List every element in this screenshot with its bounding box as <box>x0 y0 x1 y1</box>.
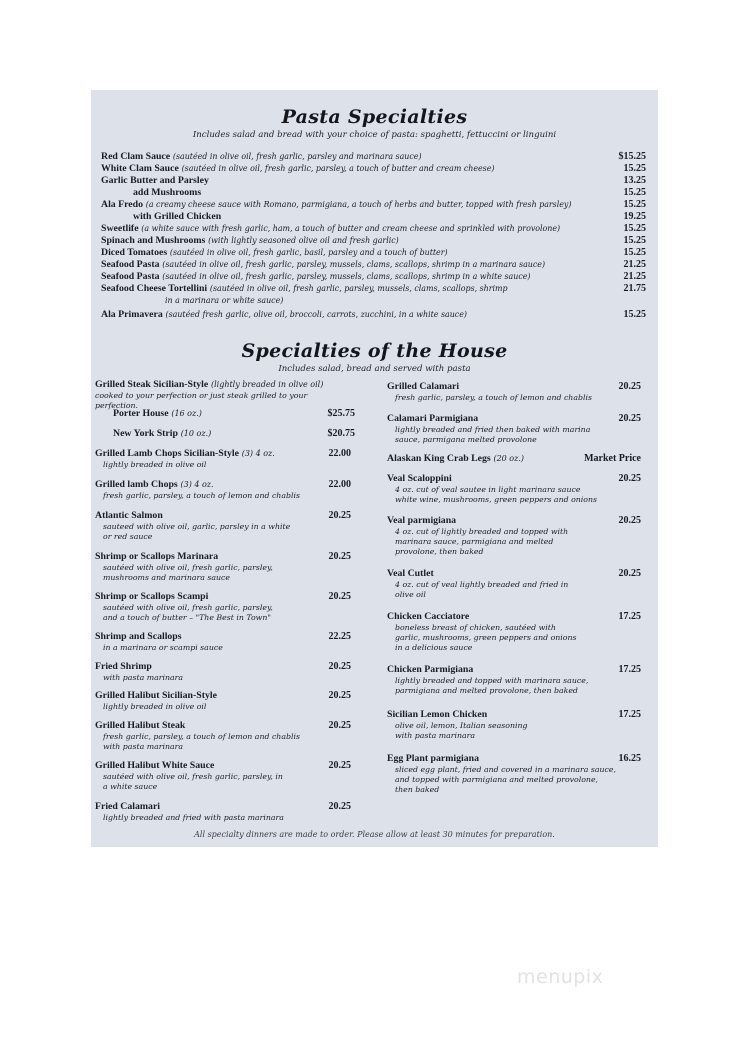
item-description: (sautéed in olive oil, fresh garlic, parsley and marinara sauce) <box>172 152 422 161</box>
pasta-section-title: Pasta Specialties <box>281 106 468 128</box>
house-menu-item <box>95 661 351 683</box>
item-description: fresh garlic, parsley, a touch of lemon and chablis <box>395 393 592 402</box>
house-menu-item <box>387 753 641 795</box>
item-description: olive oil, lemon, Italian seasoning with pasta marinara <box>395 721 528 740</box>
item-description: (sautéed in olive oil, fresh garlic, parsley, mussels, clams, scallops, shrimp in a white sauce) <box>162 272 531 281</box>
item-name: Fried Calamari <box>95 801 161 812</box>
pasta-menu-item <box>101 309 646 321</box>
item-price: 20.25 <box>618 568 641 579</box>
item-price: 15.25 <box>623 309 646 320</box>
item-price: 20.25 <box>618 515 641 526</box>
item-description: (a creamy cheese sauce with Romano, parmigiana, a touch of herbs and butter, topped with fresh parsley) <box>145 200 572 209</box>
item-name: Veal parmigiana <box>387 515 457 526</box>
item-description: sautéed with olive oil, fresh garlic, parsley, mushrooms and marinara sauce <box>103 563 273 582</box>
pasta-menu-item <box>101 247 646 259</box>
house-menu-item <box>95 690 351 712</box>
item-description: (with lightly seasoned olive oil and fresh garlic) <box>208 236 399 245</box>
item-header <box>387 664 641 676</box>
house-menu-item <box>387 709 641 741</box>
item-name: Spinach and Mushrooms <box>101 235 206 246</box>
item-price: 15.25 <box>623 187 646 198</box>
item-name: Porter House <box>113 408 169 419</box>
item-header <box>95 720 351 732</box>
item-description: fresh garlic, parsley, a touch of lemon and chablis with pasta marinara <box>103 732 300 751</box>
item-price: 15.25 <box>623 223 646 234</box>
item-header <box>95 551 351 563</box>
house-menu-item <box>95 379 351 411</box>
item-name <box>101 295 133 306</box>
item-price: 20.25 <box>328 510 351 521</box>
item-description: with pasta marinara <box>103 673 184 682</box>
pasta-menu-item <box>101 235 646 247</box>
item-description: lightly breaded and topped with marinara sauce, parmigiana and melted provolone, then baked <box>395 676 589 695</box>
item-name: Veal Cutlet <box>387 568 434 579</box>
item-header <box>95 760 351 772</box>
item-size: (3) 4 oz. <box>241 449 275 458</box>
house-menu-item <box>95 720 351 752</box>
item-header <box>95 428 355 440</box>
item-name: Egg Plant parmigiana <box>387 753 479 764</box>
item-name: Sicilian Lemon Chicken <box>387 709 488 720</box>
item-name: Atlantic Salmon <box>95 510 163 521</box>
item-description: cooked to your perfection or just steak grilled to your perfection. <box>95 391 308 410</box>
item-name: Veal Scaloppini <box>387 473 452 484</box>
item-price: 13.25 <box>623 175 646 186</box>
item-name: Shrimp or Scallops Marinara <box>95 551 219 562</box>
item-name: Chicken Parmigiana <box>387 664 474 675</box>
item-name: add Mushrooms <box>133 187 202 198</box>
house-menu-item <box>95 760 351 792</box>
item-description: 4 oz. cut of veal sautee in light marinara sauce white wine, mushrooms, green peppers and onions <box>395 485 597 504</box>
item-price: $25.75 <box>327 408 355 419</box>
house-menu-item <box>387 515 641 557</box>
item-size: (10 oz.) <box>180 429 212 438</box>
item-price: 20.25 <box>328 801 351 812</box>
item-header <box>387 413 641 425</box>
house-menu-item <box>95 510 351 542</box>
item-header <box>387 515 641 527</box>
item-description: sliced egg plant, fried and covered in a marinara sauce, and topped with parmigiana and melted provolone, then baked <box>395 765 617 794</box>
item-header <box>95 448 351 460</box>
item-description: lightly breaded and fried then baked with marina sauce, parmigana melted provolone <box>395 425 591 444</box>
item-price: 20.25 <box>618 473 641 484</box>
house-menu-item <box>95 591 351 623</box>
item-price: 17.25 <box>618 664 641 675</box>
item-header <box>95 591 351 603</box>
house-menu-item <box>95 551 351 583</box>
house-section-title: Specialties of the House <box>241 340 508 362</box>
item-name: Seafood Pasta <box>101 259 160 270</box>
item-name: Grilled Halibut Sicilian-Style <box>95 690 217 701</box>
item-name: Grilled Halibut Steak <box>95 720 186 731</box>
pasta-menu-item <box>101 271 646 283</box>
item-name: Shrimp or Scallops Scampi <box>95 591 209 602</box>
item-size: (20 oz.) <box>493 454 524 463</box>
item-name: Alaskan King Crab Legs <box>387 453 491 464</box>
item-price: 17.25 <box>618 709 641 720</box>
item-description: lightly breaded and fried with pasta marinara <box>103 813 284 822</box>
item-name: Grilled Halibut White Sauce <box>95 760 215 771</box>
item-name: White Clam Sauce <box>101 163 179 174</box>
item-price: 20.25 <box>618 381 641 392</box>
item-header <box>95 379 351 391</box>
item-description: boneless breast of chicken, sautéed with garlic, mushrooms, green peppers and onions in a delicious sauce <box>395 623 577 652</box>
item-price: 20.25 <box>328 661 351 672</box>
item-size: (3) 4 oz. <box>180 480 214 489</box>
item-name: New York Strip <box>113 428 178 439</box>
item-name: Diced Tomatoes <box>101 247 168 258</box>
item-description: in a marinara or scampi sauce <box>103 643 223 652</box>
item-description: sautéed with olive oil, fresh garlic, parsley, in a white sauce <box>103 772 283 791</box>
item-header <box>387 611 641 623</box>
item-name: Ala Fredo <box>101 199 143 210</box>
item-price: 21.25 <box>623 271 646 282</box>
house-menu-item <box>95 801 351 823</box>
item-price: 17.25 <box>618 611 641 622</box>
item-description: 4 oz. cut of lightly breaded and topped with marinara sauce, parmigiana and melted provolone, then baked <box>395 527 569 556</box>
item-price: 19.25 <box>623 211 646 222</box>
item-name: Grilled lamb Chops <box>95 479 178 490</box>
item-description: in a marinara or white sauce) <box>165 296 284 305</box>
house-menu-item <box>387 611 641 653</box>
item-header <box>95 661 351 673</box>
item-name: Ala Primavera <box>101 309 163 320</box>
item-price: 16.25 <box>618 753 641 764</box>
pasta-menu-item <box>101 283 646 295</box>
item-header <box>95 690 351 702</box>
pasta-section-subtitle: Includes salad and bread with your choice of pasta: spaghetti, fettuccini or linguini <box>192 130 557 140</box>
item-price: 15.25 <box>623 163 646 174</box>
item-name: Shrimp and Scallops <box>95 631 182 642</box>
item-price: 15.25 <box>623 199 646 210</box>
pasta-menu-item <box>101 187 646 199</box>
item-name: Chicken Cacciatore <box>387 611 470 622</box>
item-description: (sautéed in olive oil, fresh garlic, parsley, mussels, clams, scallops, shrimp in a marinara sauce) <box>162 260 546 269</box>
item-price: 21.75 <box>623 283 646 294</box>
item-price: 22.00 <box>328 479 351 490</box>
item-name: Seafood Cheese Tortellini <box>101 283 208 294</box>
pasta-menu-item <box>101 295 646 307</box>
item-description: fresh garlic, parsley, a touch of lemon and chablis <box>103 491 300 500</box>
pasta-menu-item <box>101 163 646 175</box>
preparation-note: All specialty dinners are made to order. Please allow at least 30 minutes for preparation. <box>194 830 555 839</box>
item-description: (a white sauce with fresh garlic, ham, a touch of butter and cream cheese and sprinkled with provolone) <box>141 224 561 233</box>
item-description: (sautéed in olive oil, fresh garlic, basil, parsley and a touch of butter) <box>169 248 448 257</box>
item-name: Sweetlife <box>101 223 139 234</box>
house-menu-item <box>387 413 641 445</box>
item-price: 22.25 <box>328 631 351 642</box>
item-description: sautéed with olive oil, fresh garlic, parsley, and a touch of butter – "The Best in Town" <box>103 603 273 622</box>
watermark-logo: menupix <box>517 966 604 988</box>
item-header <box>95 479 351 491</box>
item-price: 15.25 <box>623 247 646 258</box>
item-price: 22.00 <box>328 448 351 459</box>
pasta-menu-item <box>101 199 646 211</box>
item-header <box>387 453 641 465</box>
item-price: 20.25 <box>328 720 351 731</box>
item-price: Market Price <box>584 453 641 464</box>
pasta-menu-item <box>101 259 646 271</box>
house-section-subtitle: Includes salad, bread and served with pasta <box>278 364 471 374</box>
item-name: Grilled Calamari <box>387 381 460 392</box>
item-description: lightly breaded in olive oil <box>103 702 207 711</box>
item-size: (16 oz.) <box>171 409 202 418</box>
item-price: 20.25 <box>618 413 641 424</box>
item-price: 20.25 <box>328 551 351 562</box>
house-menu-item <box>95 408 355 420</box>
item-price: 21.25 <box>623 259 646 270</box>
item-size: (lightly breaded in olive oil) <box>210 380 324 389</box>
item-header <box>387 568 641 580</box>
item-header <box>387 473 641 485</box>
item-price: $15.25 <box>618 151 646 162</box>
item-price: 20.25 <box>328 591 351 602</box>
item-header <box>387 381 641 393</box>
house-menu-item <box>95 428 355 440</box>
house-menu-item <box>387 381 641 403</box>
item-header <box>95 510 351 522</box>
menu-page <box>91 90 658 847</box>
item-price: 15.25 <box>623 235 646 246</box>
house-menu-item <box>387 568 641 600</box>
house-menu-item <box>95 479 351 501</box>
pasta-menu-item <box>101 211 646 223</box>
item-description: (sautéed in olive oil, fresh garlic, parsley, a touch of butter and cream cheese) <box>181 164 495 173</box>
item-header <box>95 408 355 420</box>
item-name: Garlic Butter and Parsley <box>101 175 209 186</box>
item-header <box>95 801 351 813</box>
item-name: Fried Shrimp <box>95 661 152 672</box>
item-header <box>387 709 641 721</box>
item-description: (sautéed in olive oil, fresh garlic, parsley, mussels, clams, scallops, shrimp <box>209 284 508 293</box>
item-price: 20.25 <box>328 690 351 701</box>
house-menu-item <box>95 448 351 470</box>
item-description: (sautéed fresh garlic, olive oil, broccoli, carrots, zucchini, in a white sauce) <box>165 310 467 319</box>
item-name: Seafood Pasta <box>101 271 160 282</box>
item-name: Grilled Lamb Chops Sicilian-Style <box>95 448 239 459</box>
item-description: lightly breaded in olive oil <box>103 460 207 469</box>
item-price: $20.75 <box>327 428 355 439</box>
item-price: 20.25 <box>328 760 351 771</box>
pasta-menu-item <box>101 223 646 235</box>
house-menu-item <box>387 664 641 696</box>
item-header <box>95 631 351 643</box>
house-menu-item <box>387 473 641 505</box>
pasta-menu-item <box>101 175 646 187</box>
item-name: Grilled Steak Sicilian-Style <box>95 379 209 390</box>
item-description: 4 oz. cut of veal lightly breaded and fried in olive oil <box>395 580 569 599</box>
house-menu-item <box>387 453 641 465</box>
house-menu-item <box>95 631 351 653</box>
item-name: Red Clam Sauce <box>101 151 171 162</box>
item-name: Calamari Parmigiana <box>387 413 479 424</box>
item-name: with Grilled Chicken <box>133 211 222 222</box>
pasta-menu-item <box>101 151 646 163</box>
item-header <box>387 753 641 765</box>
item-description: sauteed with olive oil, garlic, parsley in a white or red sauce <box>103 522 291 541</box>
